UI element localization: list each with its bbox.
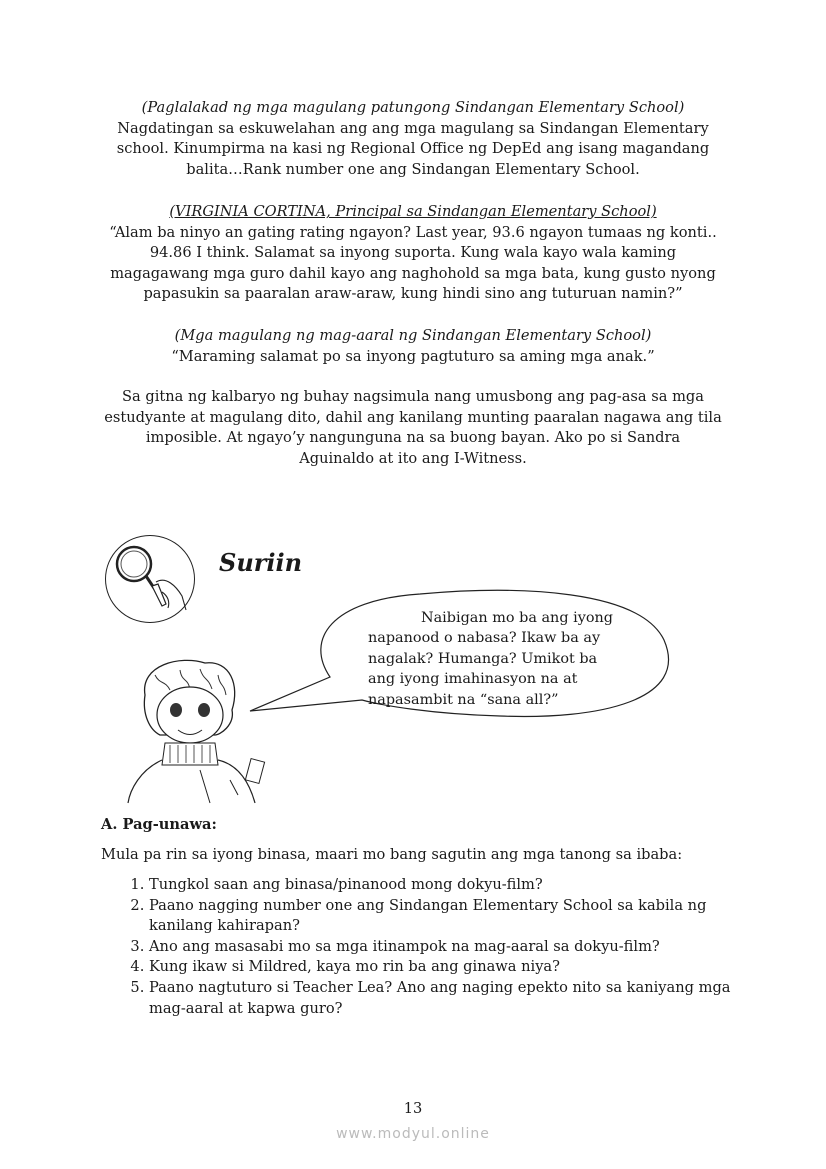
- bubble-line: ang iyong imahinasyon na at: [368, 671, 578, 688]
- speaker-label: (Mga magulang ng mag-aaral ng Sindangan Elementary School): [174, 327, 652, 344]
- question-item: 4. Kung ikaw si Mildred, kaya mo rin ba ang ginawa niya?: [149, 957, 769, 978]
- question-list: [101, 875, 769, 1019]
- activity-heading: A. Pag-unawa:: [101, 816, 217, 833]
- bubble-line: nagalak? Humanga? Umikot ba: [368, 650, 598, 667]
- narration-line: estudyante at magulang dito, dahil ang kanilang munting paaralan nagawa ang tila: [104, 408, 722, 426]
- activity-instructions: Mula pa rin sa iyong binasa, maari mo bang sagutin ang mga tanong sa ibaba:: [101, 846, 683, 863]
- dialogue-line: magagawang mga guro dahil kayo ang naghohold sa mga bata, kung gusto nyong: [110, 264, 716, 282]
- stage-direction: (Paglalakad ng mga magulang patungong Sindangan Elementary School): [141, 99, 685, 116]
- section-title: Suriin: [219, 548, 303, 577]
- narration-line: Aguinaldo at ito ang I-Witness.: [299, 449, 527, 467]
- speaker-label: (VIRGINIA CORTINA, Principal sa Sindangan Elementary School): [169, 203, 657, 220]
- watermark: www.modyul.online: [336, 1126, 490, 1142]
- dialogue-line: papasukin sa paaralan araw-araw, kung hindi sino ang tuturuan namin?”: [143, 285, 683, 303]
- student-character-illustration: [120, 655, 280, 805]
- bubble-line: Naibigan mo ba ang iyong: [421, 610, 613, 626]
- narration-line: Nagdatingan sa eskuwelahan ang ang mga magulang sa Sindangan Elementary: [117, 119, 709, 137]
- dialogue-line: 94.86 I think. Salamat sa inyong suporta. Kung wala kayo wala kaming: [149, 244, 677, 262]
- narration-line: Sa gitna ng kalbaryo ng buhay nagsimula nang umusbong ang pag-asa sa mga: [122, 388, 704, 405]
- question-item: 3. Ano ang masasabi mo sa mga itinampok na mag-aaral sa dokyu-film?: [149, 937, 769, 958]
- dialogue-line: “Alam ba ninyo an gating rating ngayon? Last year, 93.6 ngayon tumaas ng konti..: [109, 223, 717, 241]
- bubble-line: napanood o nabasa? Ikaw ba ay: [368, 630, 601, 647]
- bubble-line: napasambit na “sana all?”: [368, 691, 559, 708]
- question-item: 5. Paano nagtuturo si Teacher Lea? Ano ang naging epekto nito sa kaniyang mga mag-aaral at kapwa guro?: [149, 978, 769, 1019]
- narration-line: imposible. At ngayo’y nangunguna na sa buong bayan. Ako po si Sandra: [145, 429, 681, 447]
- dialogue-line: “Maraming salamat po sa inyong pagtuturo sa aming mga anak.”: [171, 347, 655, 365]
- bubble-text: [368, 608, 638, 710]
- question-item: 1. Tungkol saan ang binasa/pinanood mong dokyu-film?: [149, 875, 769, 896]
- question-item: 2. Paano nagging number one ang Sindangan Elementary School sa kabila ng kanilang kahirapan?: [149, 896, 769, 937]
- page-number: 13: [403, 1100, 423, 1117]
- narration-line: school. Kinumpirma na kasi ng Regional Office ng DepEd ang isang magandang: [116, 140, 710, 158]
- narration-line: balita…Rank number one ang Sindangan Elementary School.: [186, 160, 640, 178]
